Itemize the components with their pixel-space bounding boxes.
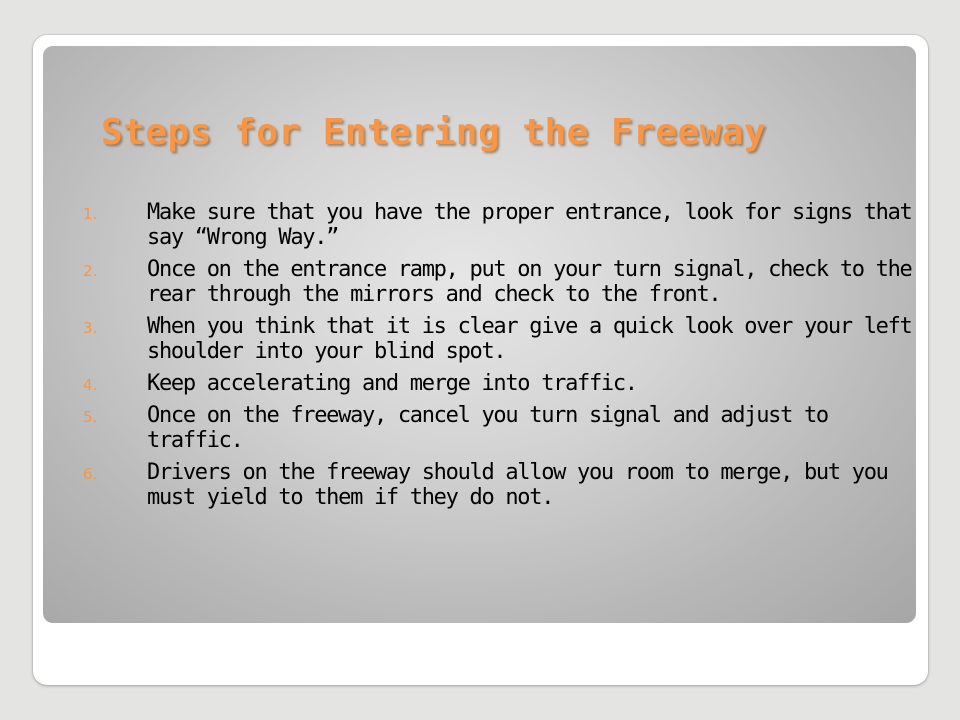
list-item [83, 460, 923, 510]
list-item [83, 403, 923, 453]
step-text: When you think that it is clear give a quick look over your left shoulder into your blind spot. [147, 314, 912, 364]
list-item [83, 371, 923, 396]
step-number: 6. [83, 465, 98, 483]
step-text: Keep accelerating and merge into traffic. [147, 371, 637, 396]
step-number: 3. [83, 319, 98, 337]
steps-list [83, 200, 923, 517]
step-text: Once on the freeway, cancel you turn signal and adjust to traffic. [147, 403, 828, 453]
list-item [83, 314, 923, 364]
step-text: Once on the entrance ramp, put on your turn signal, check to the rear through the mirrors and check to the front. [147, 257, 912, 307]
list-item [83, 200, 923, 250]
step-number: 4. [83, 376, 98, 394]
step-number: 2. [83, 262, 98, 280]
step-text: Make sure that you have the proper entrance, look for signs that say “Wrong Way.” [147, 200, 912, 250]
list-item [83, 257, 923, 307]
step-text: Drivers on the freeway should allow you room to merge, but you must yield to them if they do not. [147, 460, 888, 510]
step-number: 1. [83, 205, 98, 223]
step-number: 5. [83, 408, 98, 426]
slide-title: Steps for Entering the Freeway [101, 112, 767, 153]
